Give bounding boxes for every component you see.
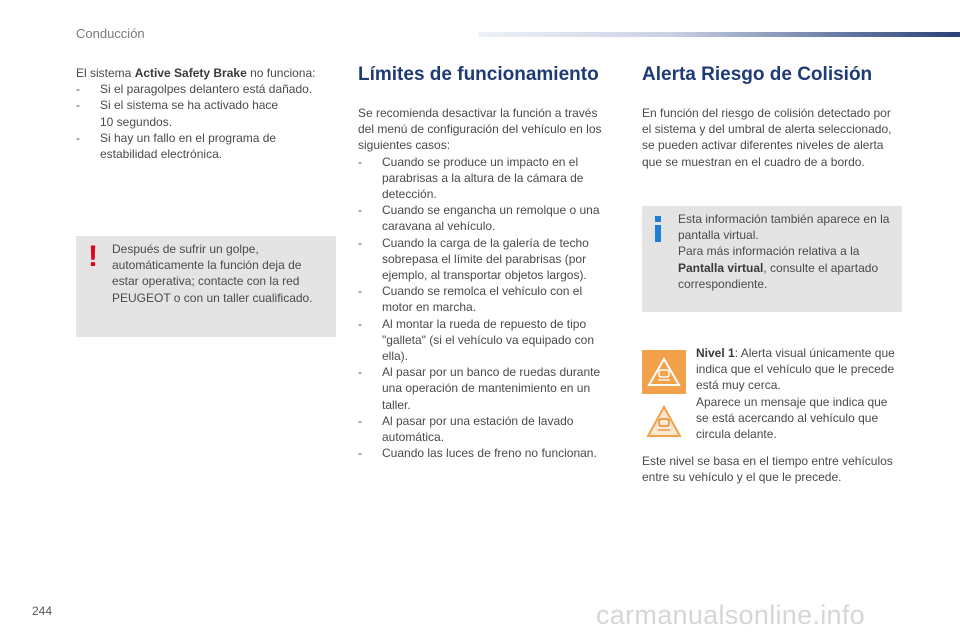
warning-exclamation-icon: ! [88,240,98,273]
intro-text: El sistema Active Safety Brake no funciona: [76,66,316,80]
nivel-1-description: Nivel 1: Alerta visual únicamente que indica que el vehículo que le precede está muy cerca. Aparece un mensaje que indica que se está acercando al vehículo que circula delante. [696,346,895,442]
collision-alert-outline-icon [642,400,686,444]
list-item: - Si el sistema se ha activado hace 10 segundos. [76,98,279,129]
column-limites [358,60,618,461]
warning-box [76,236,336,337]
section-title-alerta: Alerta Riesgo de Colisión [642,64,873,85]
collision-alert-orange-icon [642,350,686,394]
warning-text: Después de sufrir un golpe, automáticamente la función deja de estar operativa; contacte con la red PEUGEOT o con un taller cualificado. [112,242,313,305]
list-item: - Cuando se remolca el vehículo con el motor en marcha. [358,284,583,315]
nivel-label: Nivel 1 [696,346,735,360]
page-number: 244 [32,604,53,618]
list-item: - Al pasar por un banco de ruedas durante una operación de mantenimiento en un taller. [358,365,601,412]
list-item: - Al montar la rueda de repuesto de tipo "galleta" (si el vehículo va equipado con ella). [358,316,594,364]
section-title-limites: Límites de funcionamiento [358,64,599,85]
final-paragraph: Este nivel se basa en el tiempo entre vehículos entre su vehículo y el que le precede. [642,454,893,485]
virtual-screen-term: Pantalla virtual [678,260,764,275]
info-icon [652,216,664,242]
header-gradient-bar [478,32,960,37]
list-item: - Cuando las luces de freno no funcionan. [358,446,597,461]
list-item: - Al pasar por una estación de lavado automática. [358,413,574,445]
system-name: Active Safety Brake [134,66,247,80]
intro-paragraph: En función del riesgo de colisión detectado por el sistema y del umbral de alerta seleccionado, se pueden activar diferentes niveles de alerta que se muestran en el cuadro de a bordo. [642,106,892,169]
page-header-title: Conducción [76,26,145,41]
list-item: - Si el paragolpes delantero está dañado. [76,82,313,97]
column-alerta [642,60,907,170]
intro-paragraph: Se recomienda desactivar la función a través del menú de configuración del vehículo en los siguientes casos: [358,106,602,153]
column-active-safety-brake [76,65,338,162]
watermark: carmanualsonline.info [596,600,865,630]
list-item: - Cuando se produce un impacto en el parabrisas a la altura de la cámara de detección. [358,154,584,202]
info-text: Esta información también aparece en la pantalla virtual. Para más información relativa a la Pantalla virtual, consulte el apartado correspondiente. [678,212,890,291]
info-box [642,206,902,312]
list-item: - Cuando la carga de la galería de techo sobrepasa el límite del parabrisas (por ejemplo, al transportar objetos largos). [358,235,589,283]
list-item: - Cuando se engancha un remolque o una caravana al vehículo. [358,203,600,234]
list-item: - Si hay un fallo en el programa de estabilidad electrónica. [76,130,277,162]
